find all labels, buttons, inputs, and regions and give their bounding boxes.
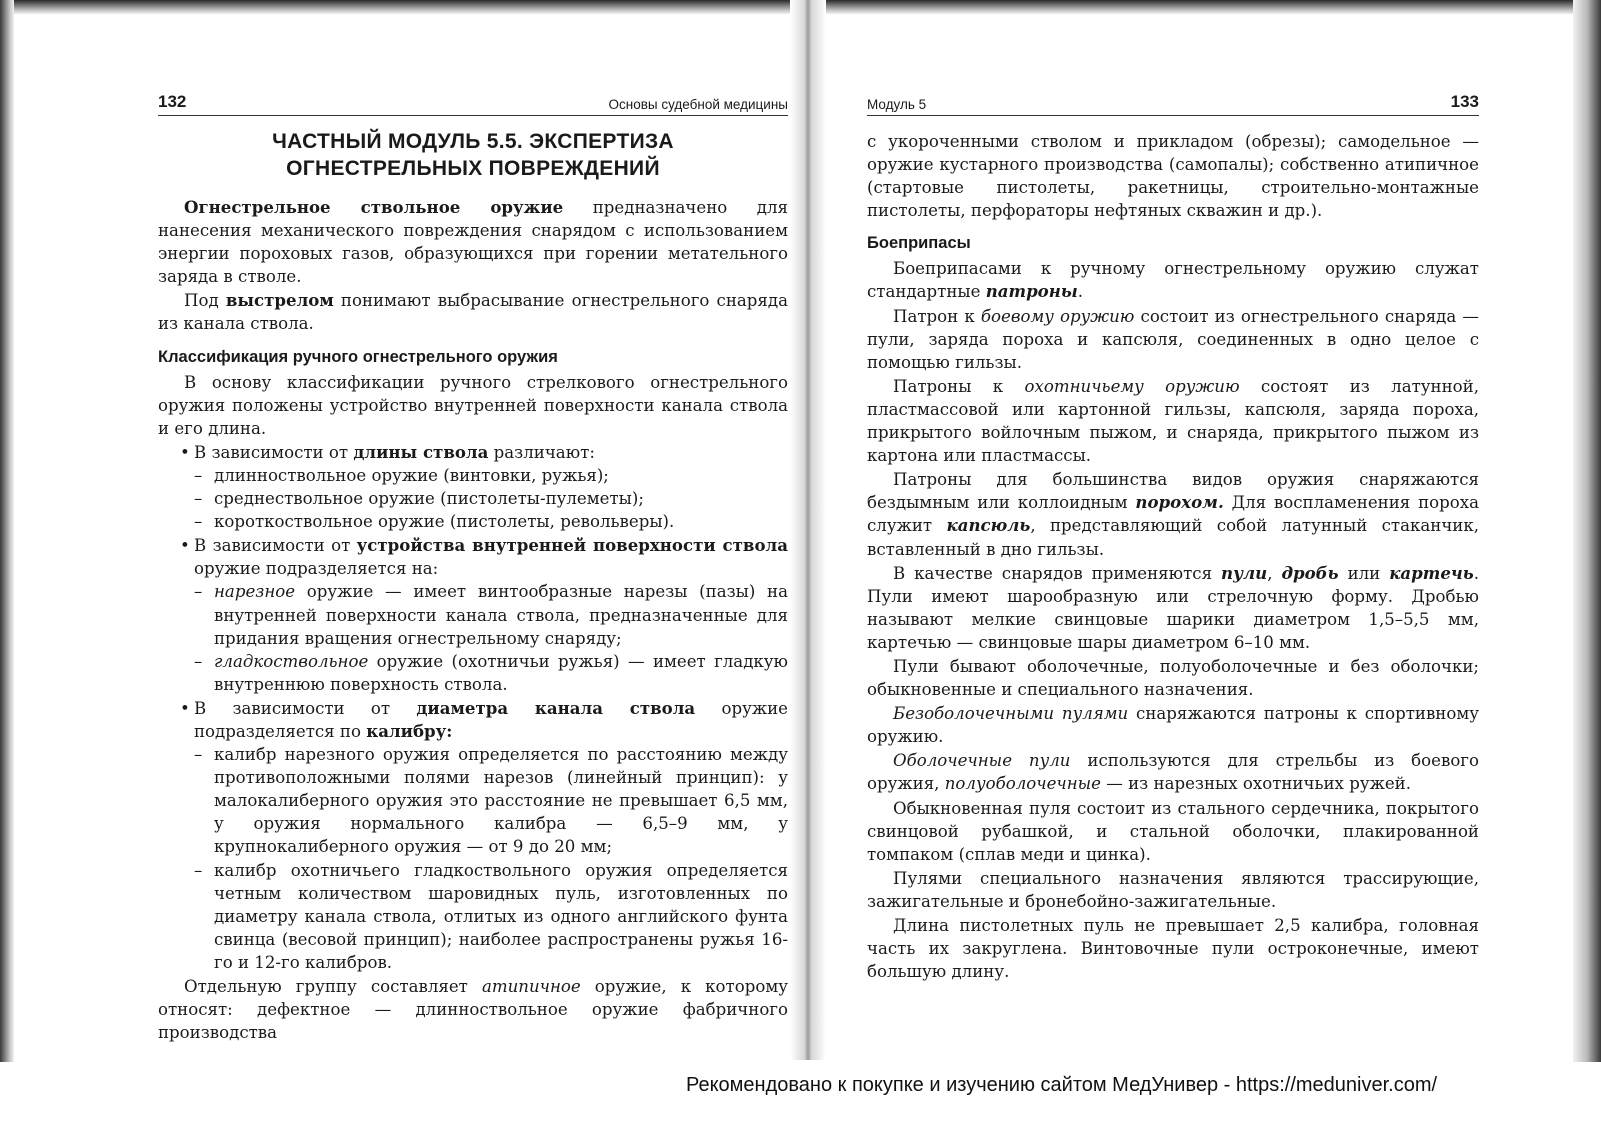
bullet-item: • В зависимости от устройства внутренней поверхности ствола оружие подразделяется на: — [180, 535, 788, 579]
paragraph: Пулями специального назначения являются трассирующие, зажигательные и бронебойно-зажигательные. — [867, 868, 1479, 911]
running-head — [158, 90, 788, 116]
paragraph: Огнестрельное ствольное оружие предназначено для нанесения механического повреждения снарядом с использованием энергии пороховых газов, образующихся при горении метательного заряда в стволе. — [158, 197, 788, 287]
paragraph: Патрон к боевому оружию состоит из огнестрельного снаряда — пули, заряда пороха и капсюля, соединенных в одно целое с помощью гильзы. — [867, 306, 1479, 372]
dash-item: – среднествольное оружие (пистолеты-пулеметы); — [194, 489, 644, 509]
paragraph: Отдельную группу составляет атипичное оружие, к которому относят: дефектное — длинноствольное оружие фабричного производства — [158, 977, 788, 1043]
running-title: Модуль 5 — [867, 97, 927, 112]
paragraph: Боеприпасами к ручному огнестрельному оружию служат стандартные патроны. — [867, 259, 1479, 302]
bullet-item: • В зависимости от диаметра канала ствола оружие подразделяется по калибру: — [180, 697, 788, 741]
running-head — [867, 90, 1479, 116]
page-number: 132 — [158, 92, 187, 111]
paragraph: Под выстрелом понимают выбрасывание огнестрельного снаряда из канала ствола. — [158, 290, 789, 334]
paragraph: Безоболочечными пулями снаряжаются патроны к спортивному оружию. — [867, 704, 1480, 747]
dash-item: – длинноствольное оружие (винтовки, ружья); — [194, 465, 609, 485]
dash-item: – калибр нарезного оружия определяется по расстоянию между противоположными полями нарезов (линейный принцип): у малокалиберного оружия это расстояние не превышает 6,5 мм, у оружия нормального калибра — 6,5–9 мм, у крупнокалиберного оружия — от 9 до 20 мм; — [194, 745, 788, 857]
paragraph: Обыкновенная пуля состоит из стального сердечника, покрытого свинцовой рубашкой, и стальной оболочки, плакированной томпаком (сплав меди и цинка). — [867, 798, 1479, 864]
book-gutter — [790, 0, 826, 1060]
bullet-item: • В зависимости от длины ствола различают: — [180, 441, 595, 462]
scan-edge-right — [1573, 0, 1601, 1070]
paragraph: Патроны к охотничьему оружию состоят из латунной, пластмассовой или картонной гильзы, капсюля, заряда пороха, прикрытого войлочным пыжом, и снаряда, прикрытого пыжом из картона или пластмассы. — [867, 376, 1479, 466]
right-page — [867, 90, 1479, 983]
dash-item: – короткоствольное оружие (пистолеты, револьверы). — [194, 512, 675, 532]
dash-item: – гладкоствольное оружие (охотничьи ружья) — имеет гладкую внутреннюю поверхность ствола. — [194, 651, 788, 694]
dash-item: – нарезное оружие — имеет винтообразные нарезы (пазы) на внутренней поверхности канала ствола, предназначенные для придания вращения огнестрельному снаряду; — [194, 582, 788, 648]
paragraph: Оболочечные пули используются для стрельбы из боевого оружия, полуоболочечные — из нарезных охотничьих ружей. — [867, 751, 1479, 794]
paragraph: В качестве снарядов применяются пули, дробь или картечь. Пули имеют шарообразную или стрелочную форму. Дробью называют мелкие свинцовые шарики диаметром 1,5–5,5 мм, картечью — свинцовые шары диаметром 6–10 мм. — [867, 562, 1479, 652]
paragraph: с укороченными стволом и прикладом (обрезы); самодельное — оружие кустарного производства (самопалы); собственно атипичное (стартовые пистолеты, ракетницы, строительно-монтажные пистолеты, перфораторы нефтяных скважин и др.). — [867, 132, 1479, 221]
chapter-title: ЧАСТНЫЙ МОДУЛЬ 5.5. ЭКСПЕРТИЗА ОГНЕСТРЕЛЬНЫХ ПОВРЕЖДЕНИЙ — [272, 130, 674, 180]
paragraph: Пули бывают оболочечные, полуоболочечные и без оболочки; обыкновенные и специального назначения. — [867, 656, 1479, 700]
paragraph: В основу классификации ручного стрелкового огнестрельного оружия положены устройство внутренней поверхности канала ствола и его длина. — [158, 372, 788, 438]
section-heading: Классификация ручного огнестрельного оружия — [158, 347, 558, 366]
paragraph: Длина пистолетных пуль не превышает 2,5 калибра, головная часть их закруглена. Винтовочные пули остроконечные, имеют большую длину. — [867, 916, 1479, 982]
running-title: Основы судебной медицины — [608, 97, 788, 112]
section-heading: Боеприпасы — [867, 234, 971, 253]
page-number: 133 — [1450, 92, 1479, 111]
paragraph: Патроны для большинства видов оружия снаряжаются бездымным или коллоидным порохом. Для воспламенения пороха служит капсюль, представляющий собой латунный стаканчик, вставленный в дно гильзы. — [867, 470, 1479, 559]
dash-item: – калибр охотничьего гладкоствольного оружия определяется четным количеством шаровидных пуль, изготовленных по диаметру канала ствола, отлитых из одного английского фунта свинца (весовой принцип); наиболее распространены ружья 16-го и 12-го калибров. — [194, 860, 788, 972]
scan-edge-left — [0, 0, 14, 1070]
watermark-text: Рекомендовано к покупке и изучению сайтом МедУнивер - https://meduniver.com/ — [686, 1074, 1438, 1096]
left-page — [158, 90, 788, 1044]
